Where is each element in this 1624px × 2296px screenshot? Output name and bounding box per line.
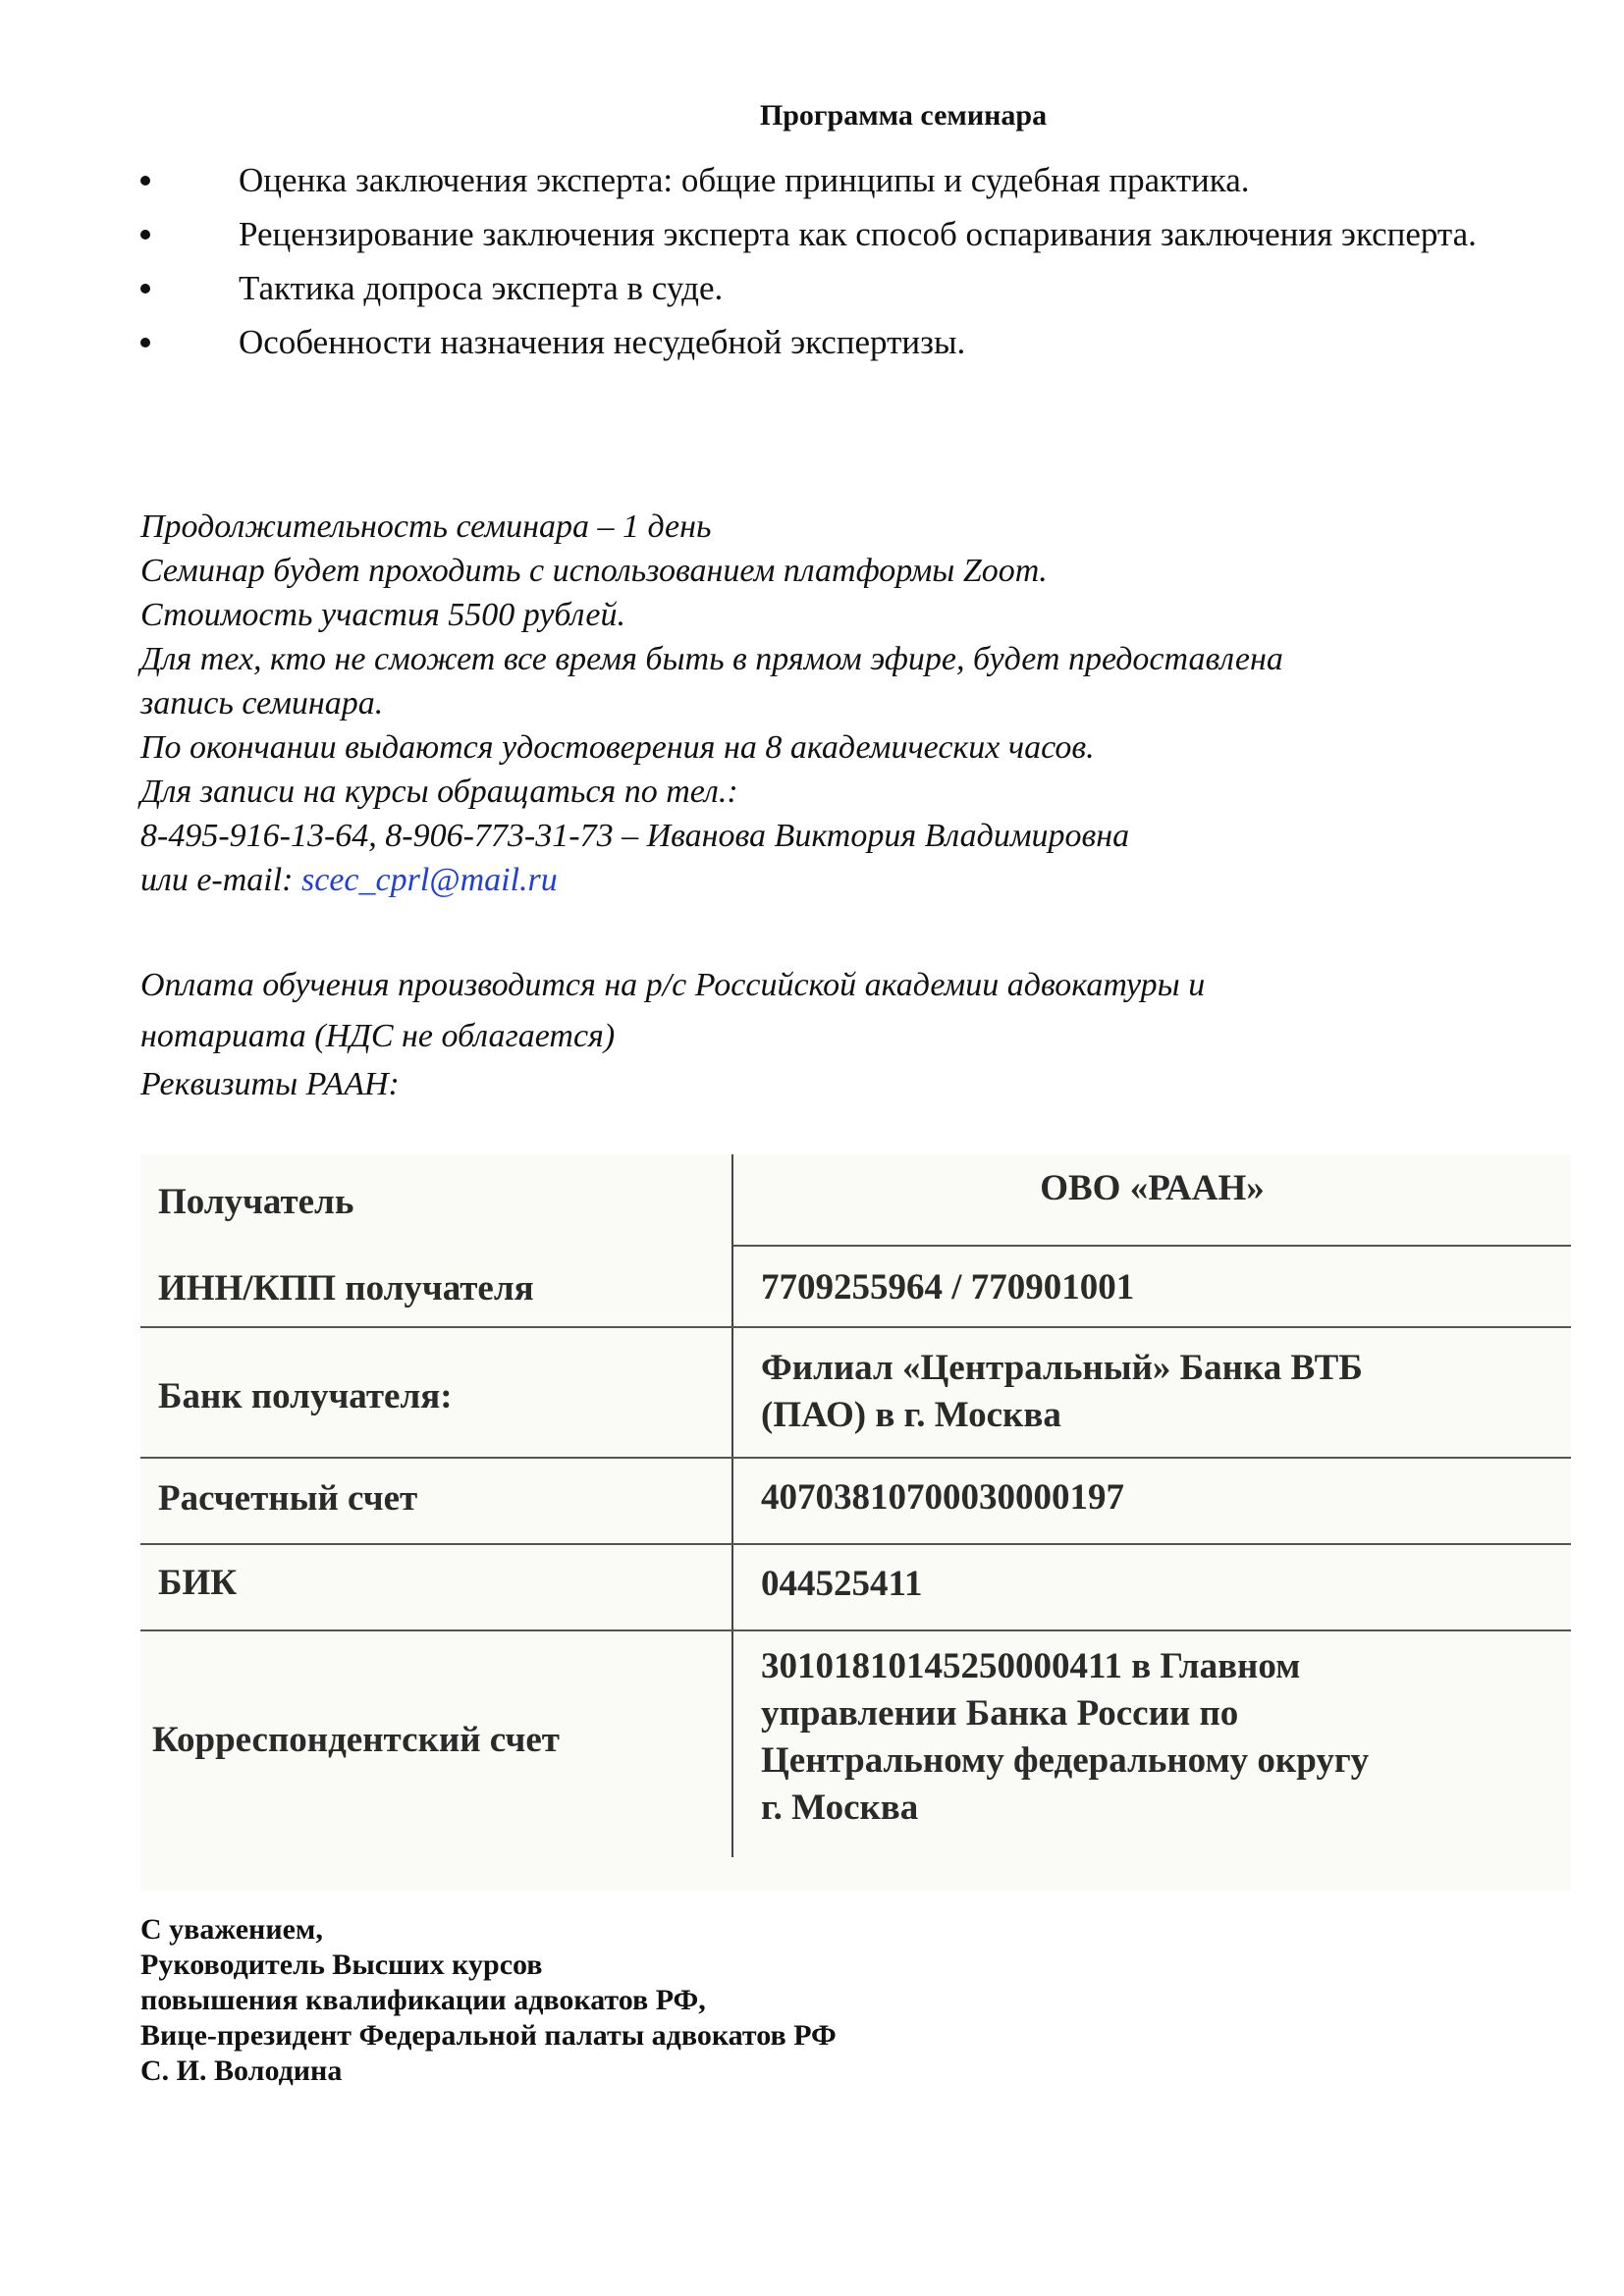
bank-label: Банк получателя: xyxy=(158,1376,453,1416)
recording-text-line2: запись семинара. xyxy=(140,685,384,721)
recording-text-line1: Для тех, кто не сможет все время быть в прямом эфире, будет предоставлена xyxy=(140,641,1283,677)
bullet-icon xyxy=(140,230,150,240)
table-divider xyxy=(733,1245,1571,1247)
bik-label: БИК xyxy=(158,1563,238,1603)
table-divider xyxy=(140,1543,1571,1545)
seminar-info xyxy=(140,505,1574,902)
email-line xyxy=(140,858,1574,902)
bank-value-line: Филиал «Центральный» Банка ВТБ xyxy=(761,1348,1363,1388)
list-item xyxy=(140,211,1571,258)
email-link[interactable]: scec_cprl@mail.ru xyxy=(301,862,558,898)
signature-line: повышения квалификации адвокатов РФ, xyxy=(140,1984,706,2016)
page-title: Программа семинара xyxy=(759,99,1048,132)
inn-value: 7709255964 / 770901001 xyxy=(761,1267,1135,1308)
email-prefix: или e-mail: xyxy=(140,862,302,898)
corr-value-line: управлении Банка России по xyxy=(761,1693,1239,1734)
program-item-text: Особенности назначения несудебной экспертизы. xyxy=(239,323,966,361)
program-list xyxy=(140,157,1571,373)
bullet-icon xyxy=(140,284,150,294)
payment-info xyxy=(140,960,1574,1107)
corr-value xyxy=(761,1643,1546,1832)
table-divider xyxy=(140,1457,1571,1459)
bullet-icon xyxy=(140,176,150,186)
bik-value: 044525411 xyxy=(761,1564,923,1604)
inn-label: ИНН/КПП получателя xyxy=(158,1268,534,1308)
signup-text: Для записи на курсы обращаться по тел.: xyxy=(140,774,738,810)
program-item-text: Рецензирование заключения эксперта как способ оспаривания заключения эксперта. xyxy=(239,215,1477,253)
payment-text-line2: нотариата (НДС не облагается) xyxy=(140,1018,616,1054)
table-divider xyxy=(140,1629,1571,1631)
corr-label: Корреспондентский счет xyxy=(152,1720,560,1760)
list-item xyxy=(140,265,1571,312)
table-divider-vertical xyxy=(731,1154,733,1857)
recipient-label: Получатель xyxy=(158,1182,354,1222)
corr-value-line: Центральному федеральному округу xyxy=(761,1740,1370,1781)
signature-line: С. И. Володина xyxy=(140,2055,343,2087)
signature-line: Руководитель Высших курсов xyxy=(140,1949,543,1981)
requisites-table xyxy=(140,1154,1571,1891)
table-divider xyxy=(140,1326,1571,1328)
cost-text: Стоимость участия 5500 рублей. xyxy=(140,597,625,633)
bank-value xyxy=(761,1345,1546,1439)
recipient-value: ОВО «РААН» xyxy=(1040,1168,1265,1208)
account-label: Расчетный счет xyxy=(158,1478,418,1519)
phones-text: 8-495-916-13-64, 8-906-773-31-73 – Иванова Виктория Владимировна xyxy=(140,818,1130,854)
requisites-label: Реквизиты РААН: xyxy=(140,1066,400,1102)
account-value: 40703810700030000197 xyxy=(761,1477,1124,1518)
list-item xyxy=(140,319,1571,366)
payment-text-line1: Оплата обучения производится на р/с Российской академии адвокатуры и xyxy=(140,967,1206,1003)
bullet-icon xyxy=(140,338,150,347)
program-item-text: Оценка заключения эксперта: общие принципы и судебная практика. xyxy=(239,161,1250,199)
signature-line: Вице-президент Федеральной палаты адвокатов РФ xyxy=(140,2019,837,2052)
signature-line: С уважением, xyxy=(140,1913,323,1946)
list-item xyxy=(140,157,1571,204)
corr-value-line: г. Москва xyxy=(761,1788,919,1828)
duration-text: Продолжительность семинара – 1 день xyxy=(140,508,712,545)
signature-block xyxy=(140,1912,1515,2089)
bank-value-line: (ПАО) в г. Москва xyxy=(761,1395,1061,1435)
platform-text: Семинар будет проходить с использованием платформы Zoom. xyxy=(140,553,1048,589)
corr-value-line: 30101810145250000411 в Главном xyxy=(761,1646,1301,1686)
program-item-text: Тактика допроса эксперта в суде. xyxy=(239,269,724,307)
certificate-text: По окончании выдаются удостоверения на 8 академических часов. xyxy=(140,729,1095,766)
